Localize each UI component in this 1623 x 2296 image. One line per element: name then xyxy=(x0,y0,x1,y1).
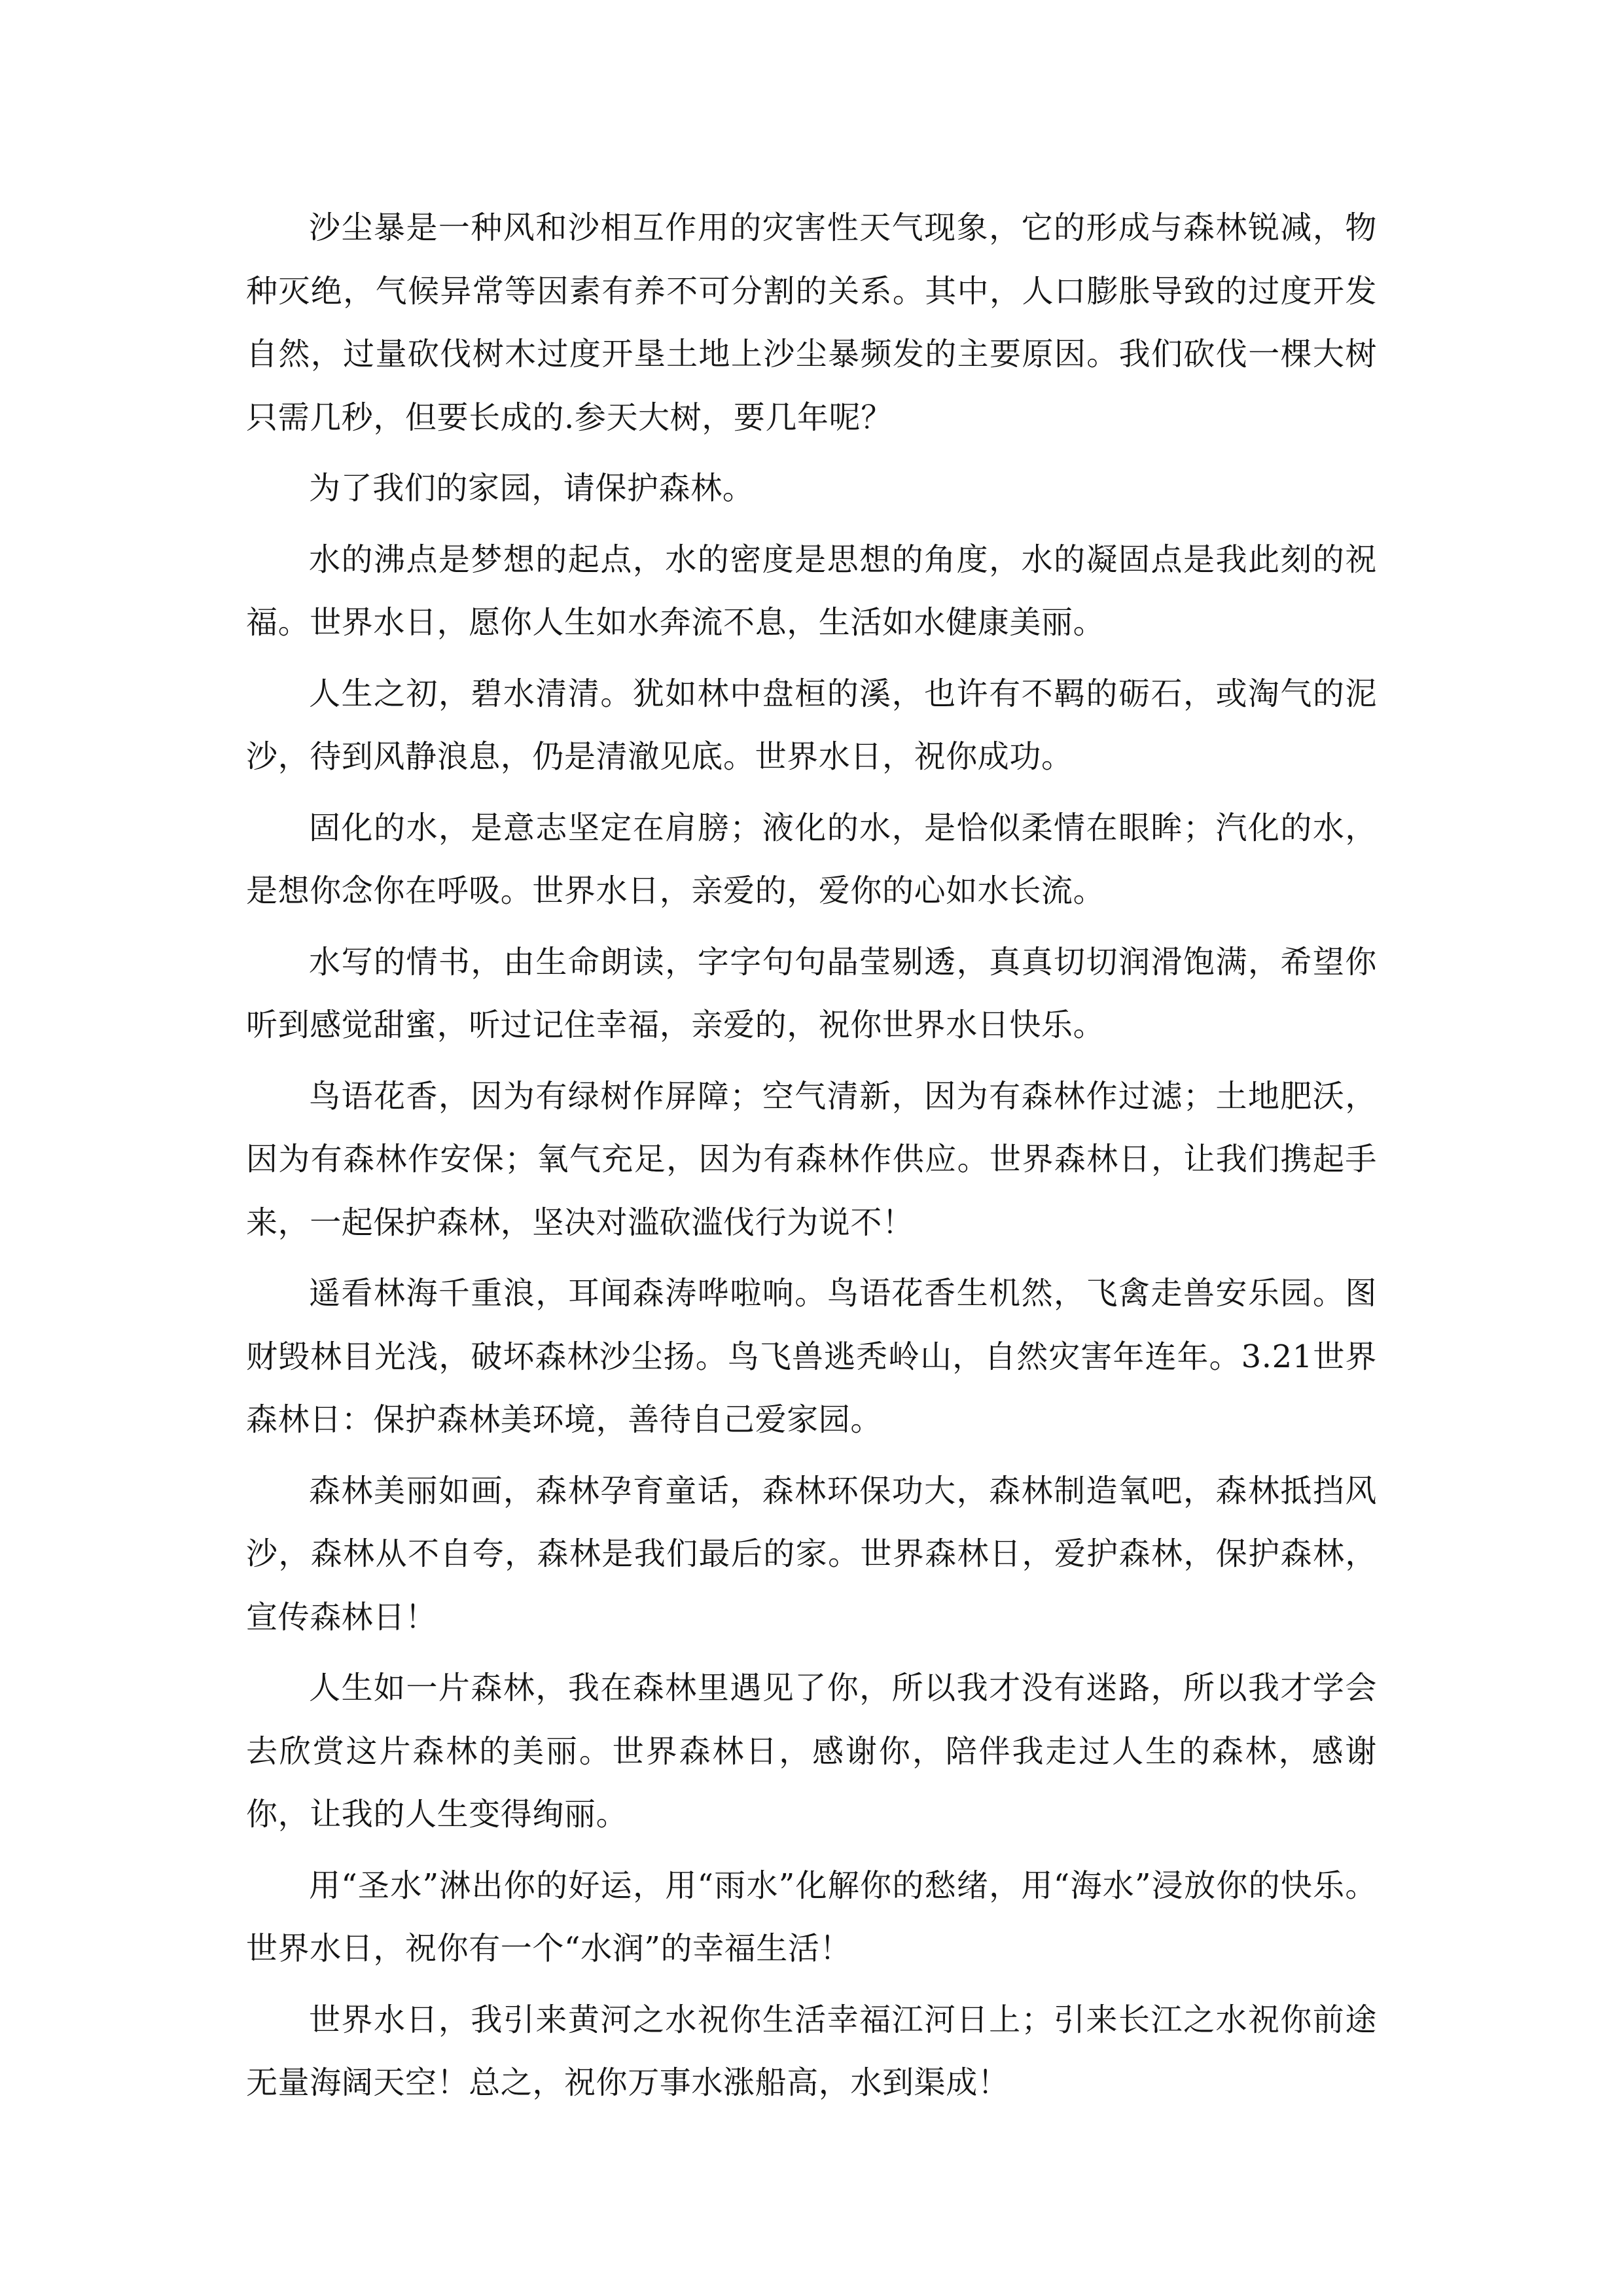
paragraph-6: 水写的情书，由生命朗读，字字句句晶莹剔透，真真切切润滑饱满，希望你听到感觉甜蜜，听过记住幸福，亲爱的，祝你世界水日快乐。 xyxy=(246,943,1377,1043)
paragraph-3: 水的沸点是梦想的起点，水的密度是思想的角度，水的凝固点是我此刻的祝福。世界水日，愿你人生如水奔流不息，生活如水健康美丽。 xyxy=(246,541,1377,641)
paragraph-7: 鸟语花香，因为有绿树作屏障；空气清新，因为有森林作过滤；土地肥沃，因为有森林作安保；氧气充足，因为有森林作供应。世界森林日，让我们携起手来，一起保护森林，坚决对滥砍滥伐行为说不！ xyxy=(246,1077,1377,1241)
paragraph-2: 为了我们的家园，请保护森林。 xyxy=(309,470,755,507)
paragraph-4: 人生之初，碧水清清。犹如林中盘桓的溪，也许有不羁的砺石，或淘气的泥沙，待到风静浪息，仍是清澈见底。世界水日，祝你成功。 xyxy=(246,675,1377,775)
paragraph-9: 森林美丽如画，森林孕育童话，森林环保功大，森林制造氧吧，森林抵挡风沙，森林从不自夸，森林是我们最后的家。世界森林日，爱护森林，保护森林，宣传森林日！ xyxy=(246,1472,1377,1636)
paragraph-1: 沙尘暴是一种风和沙相互作用的灾害性天气现象，它的形成与森林锐减，物种灭绝，气候异常等因素有养不可分割的关系。其中，人口膨胀导致的过度开发自然，过量砍伐树木过度开垦土地上沙尘暴频发的主要原因。我们砍伐一棵大树只需几秒，但要长成的.参天大树，要几年呢？ xyxy=(246,209,1377,436)
document-body xyxy=(246,196,1377,2123)
paragraph-12: 世界水日，我引来黄河之水祝你生活幸福江河日上；引来长江之水祝你前途无量海阔天空！总之，祝你万事水涨船高，水到渠成！ xyxy=(246,2001,1377,2101)
paragraph-10: 人生如一片森林，我在森林里遇见了你，所以我才没有迷路，所以我才学会去欣赏这片森林的美丽。世界森林日，感谢你，陪伴我走过人生的森林，感谢你，让我的人生变得绚丽。 xyxy=(246,1670,1377,1833)
paragraph-8: 遥看林海千重浪，耳闻森涛哗啦响。鸟语花香生机然，飞禽走兽安乐园。图财毁林目光浅，破坏森林沙尘扬。鸟飞兽逃秃岭山，自然灾害年连年。3.21世界森林日：保护森林美环境，善待自己爱家园。 xyxy=(246,1275,1377,1438)
paragraph-11: 用“圣水”淋出你的好运，用“雨水”化解你的愁绪，用“海水”浸放你的快乐。世界水日，祝你有一个“水润”的幸福生活！ xyxy=(246,1867,1377,1967)
paragraph-5: 固化的水，是意志坚定在肩膀；液化的水，是恰似柔情在眼眸；汽化的水，是想你念你在呼吸。世界水日，亲爱的，爱你的心如水长流。 xyxy=(246,809,1377,909)
